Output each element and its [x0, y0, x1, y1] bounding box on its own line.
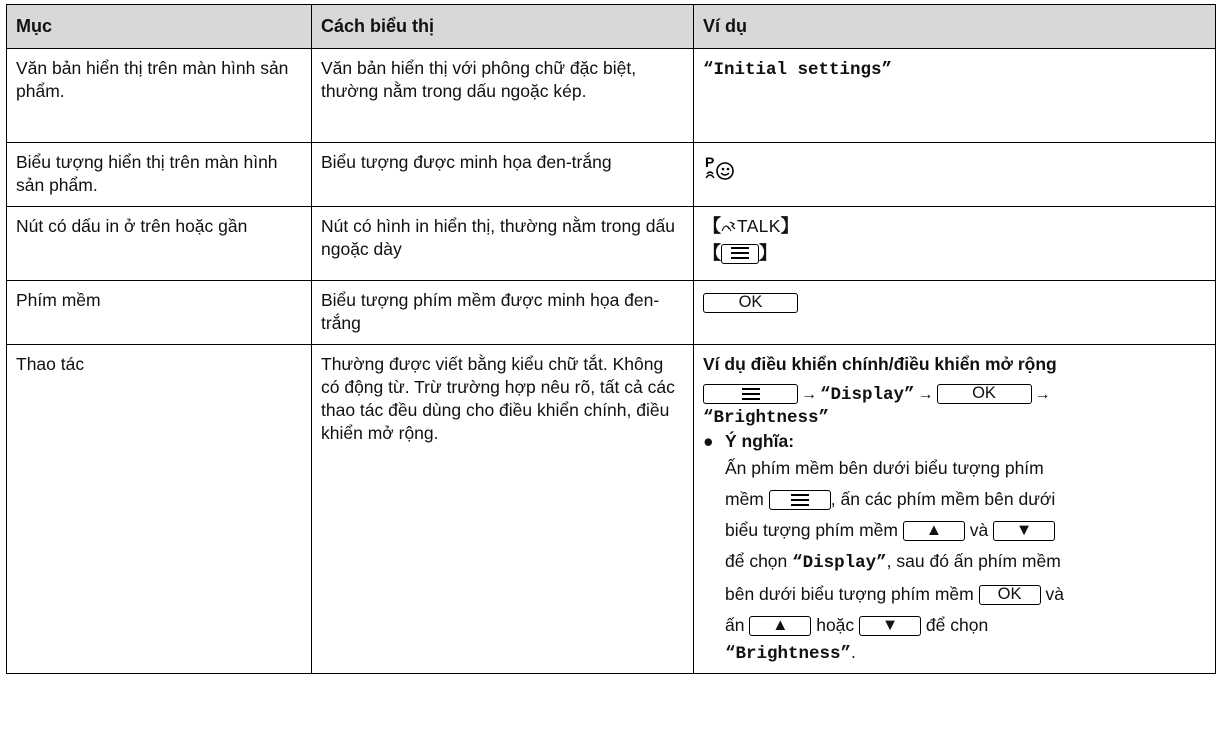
meaning-line: ấn [725, 615, 745, 635]
cell-vidu [694, 49, 1216, 143]
meaning-line: hoặc [816, 615, 855, 635]
cell-vidu [694, 207, 1216, 281]
table-row [7, 281, 1216, 345]
talk-icon [721, 219, 737, 233]
meaning-line: và [1045, 584, 1064, 604]
meaning-line: mềm [725, 489, 764, 509]
up-softkey: ▲ [903, 521, 965, 541]
seq-ok-softkey: OK [937, 384, 1032, 404]
meaning-brightness: “Brightness” [725, 644, 852, 664]
cell-cach: Nút có hình in hiển thị, thường nằm trong dấu ngoặc dày [312, 207, 694, 281]
table-row [7, 345, 1216, 674]
cell-vidu [694, 281, 1216, 345]
talk-label: TALK [737, 216, 781, 236]
header-muc: Mục [7, 5, 312, 49]
table-row [7, 207, 1216, 281]
meaning-line: bên dưới biểu tượng phím mềm [725, 584, 974, 604]
meaning-line: , ấn các phím mềm bên dưới [830, 489, 1056, 509]
header-vidu: Ví dụ [694, 5, 1216, 49]
meaning-display: “Display” [792, 553, 887, 573]
ok-softkey: OK [703, 293, 798, 313]
meaning-line: biểu tượng phím mềm [725, 520, 898, 540]
cell-cach: Biểu tượng phím mềm được minh họa đen-trắng [312, 281, 694, 345]
example-title: Ví dụ điều khiển chính/điều khiển mở rộng [703, 354, 1057, 374]
meaning-line: để chọn [725, 551, 793, 571]
svg-text:P: P [705, 154, 715, 170]
cell-cach: Văn bản hiển thị với phông chữ đặc biệt, thường nằm trong dấu ngoặc kép. [312, 49, 694, 143]
cell-cach: Biểu tượng được minh họa đen-trắng [312, 143, 694, 207]
talk-button-example: 【 TALK】 [703, 216, 799, 236]
cell-muc: Văn bản hiển thị trên màn hình sản phẩm. [7, 49, 312, 143]
meaning-line: . [851, 642, 856, 662]
meaning-label: Ý nghĩa: [725, 431, 795, 451]
meaning-line: , sau đó ấn phím mềm [886, 551, 1061, 571]
header-row [7, 5, 1216, 49]
down-softkey: ▼ [993, 521, 1055, 541]
conventions-table [6, 4, 1216, 674]
cell-vidu [694, 143, 1216, 207]
phonebook-talk-icon [703, 154, 737, 184]
meaning-line: Ấn phím mềm bên dưới biểu tượng phím [725, 458, 1044, 478]
cell-muc: Phím mềm [7, 281, 312, 345]
menu-icon [721, 244, 759, 264]
ok-softkey: OK [979, 585, 1041, 605]
menu-button-example: 【 】 [703, 243, 777, 263]
seq-brightness: “Brightness” [703, 408, 830, 428]
up-softkey: ▲ [749, 616, 811, 636]
meaning-line: để chọn [925, 615, 989, 635]
table-row [7, 49, 1216, 143]
display-text-example: “Initial settings” [703, 60, 893, 80]
table-row [7, 143, 1216, 207]
menu-softkey [769, 490, 831, 510]
cell-muc: Nút có dấu in ở trên hoặc gần [7, 207, 312, 281]
cell-muc: Thao tác [7, 345, 312, 674]
operation-sequence: → “Display” → OK → [703, 382, 1207, 407]
cell-vidu: Ví dụ điều khiển chính/điều khiển mở rộng → “Display” → OK → “Brightness” ● Ý nghĩa: Ấn phím mềm bên dưới biểu tượng phím mềm , ấn các phím mềm bên dưới biểu tượng phím mềm ▲ và ▼ để chọn “Display”, sau đó ấn phím mềm bên dưới biểu tượng phím mềm OK và ấn ▲ hoặc ▼ để chọn “Brightness”. [694, 345, 1216, 674]
meaning-text [703, 453, 1207, 666]
seq-display: “Display” [820, 385, 915, 405]
cell-muc: Biểu tượng hiển thị trên màn hình sản phẩm. [7, 143, 312, 207]
cell-cach: Thường được viết bằng kiểu chữ tắt. Không có động từ. Trừ trường hợp nêu rõ, tất cả các thao tác đều dùng cho điều khiển chính, điều khiển mở rộng. [312, 345, 694, 674]
down-softkey: ▼ [859, 616, 921, 636]
menu-softkey [703, 384, 798, 404]
meaning-line: và [969, 520, 989, 540]
header-cach: Cách biểu thị [312, 5, 694, 49]
